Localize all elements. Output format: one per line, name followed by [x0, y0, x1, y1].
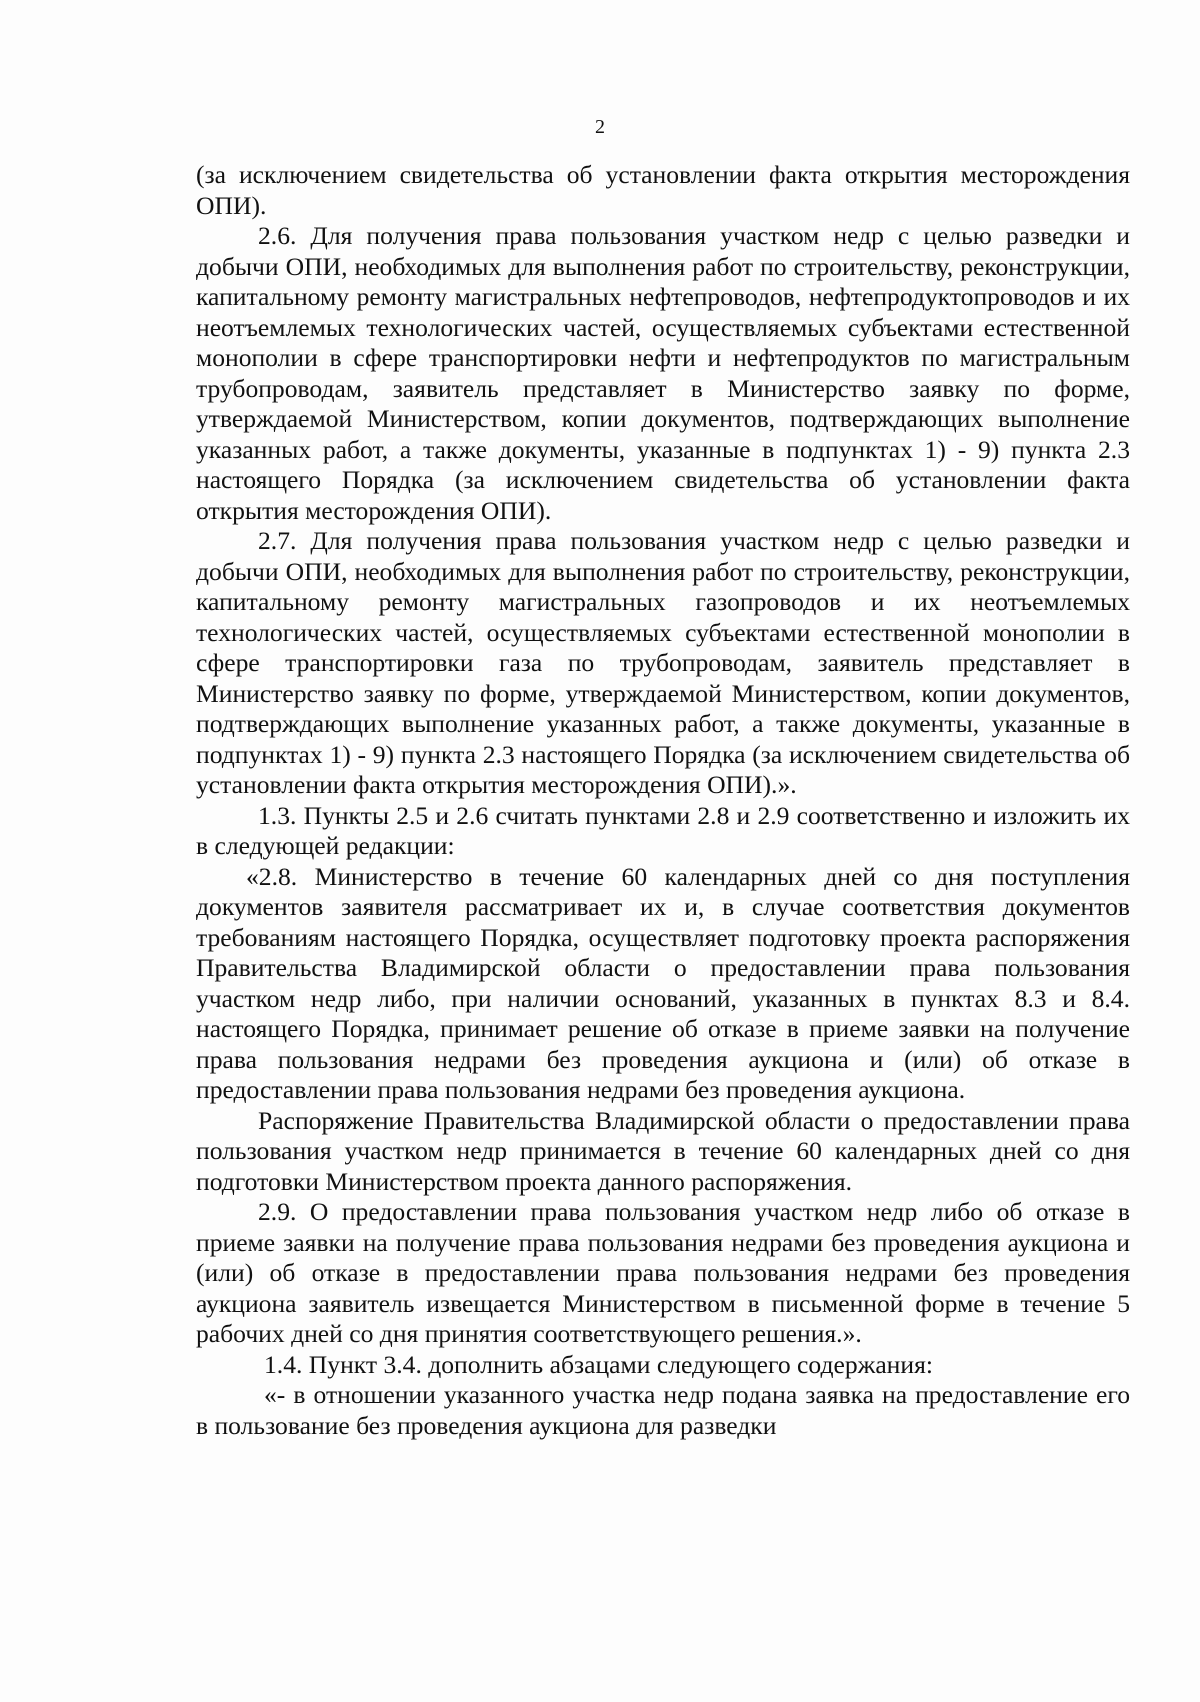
paragraph-1-3: 1.3. Пункты 2.5 и 2.6 считать пунктами 2.8 и 2.9 соответственно и изложить их в следующей редакции:	[196, 800, 1130, 860]
page-number: 2	[595, 116, 605, 138]
paragraph-2-9: 2.9. О предоставлении права пользования участком недр либо об отказе в приеме заявки на получение права пользования недрами без проведения аукциона и (или) об отказе в предоставлении права пользования недрами без проведения аукциона заявитель извещается Министерством в письменной форме в течение 5 рабочих дней со дня принятия соответствующего решения.».	[196, 1197, 1130, 1348]
paragraph-order-adoption: Распоряжение Правительства Владимирской области о предоставлении права пользования участком недр принимается в течение 60 календарных дней со дня подготовки Министерством проекта данного распоряжения.	[196, 1105, 1130, 1196]
paragraph-continuation: (за исключением свидетельства об установлении факта открытия месторождения ОПИ).	[196, 160, 1130, 220]
paragraph-2-6: 2.6. Для получения права пользования участком недр с целью разведки и добычи ОПИ, необходимых для выполнения работ по строительству, реконструкции, капитальному ремонту магистральных нефтепроводов, нефтепродуктопроводов и их неотъемлемых технологических частей, осуществляемых субъектами естественной монополии в сфере транспортировки нефти и нефтепродуктов по магистральным трубопроводам, заявитель представляет в Министерство заявку по форме, утверждаемой Министерством, копии документов, подтверждающих выполнение указанных работ, а также документы, указанные в подпунктах 1) - 9) пункта 2.3 настоящего Порядка (за исключением свидетельства об установлении факта открытия месторождения ОПИ).	[196, 221, 1130, 525]
paragraph-3-4-addition: «- в отношении указанного участка недр подана заявка на предоставление его в пользование без проведения аукциона для разведки	[196, 1380, 1130, 1440]
paragraph-2-7: 2.7. Для получения права пользования участком недр с целью разведки и добычи ОПИ, необходимых для выполнения работ по строительству, реконструкции, капитальному ремонту магистральных газопроводов и их неотъемлемых технологических частей, осуществляемых субъектами естественной монополии в сфере транспортировки газа по трубопроводам, заявитель представляет в Министерство заявку по форме, утверждаемой Министерством, копии документов, подтверждающих выполнение указанных работ, а также документы, указанные в подпунктах 1) - 9) пункта 2.3 настоящего Порядка (за исключением свидетельства об установлении факта открытия месторождения ОПИ).».	[196, 526, 1130, 799]
document-body	[196, 160, 1130, 1441]
paragraph-1-4: 1.4. Пункт 3.4. дополнить абзацами следующего содержания:	[264, 1349, 933, 1379]
paragraph-2-8: «2.8. Министерство в течение 60 календарных дней со дня поступления документов заявителя рассматривает их и, в случае соответствия документов требованиям настоящего Порядка, осуществляет подготовку проекта распоряжения Правительства Владимирской области о предоставлении права пользования участком недр либо, при наличии оснований, указанных в пунктах 8.3 и 8.4. настоящего Порядка, принимает решение об отказе в приеме заявки на получение права пользования недрами без проведения аукциона и (или) об отказе в предоставлении права пользования недрами без проведения аукциона.	[196, 861, 1130, 1104]
